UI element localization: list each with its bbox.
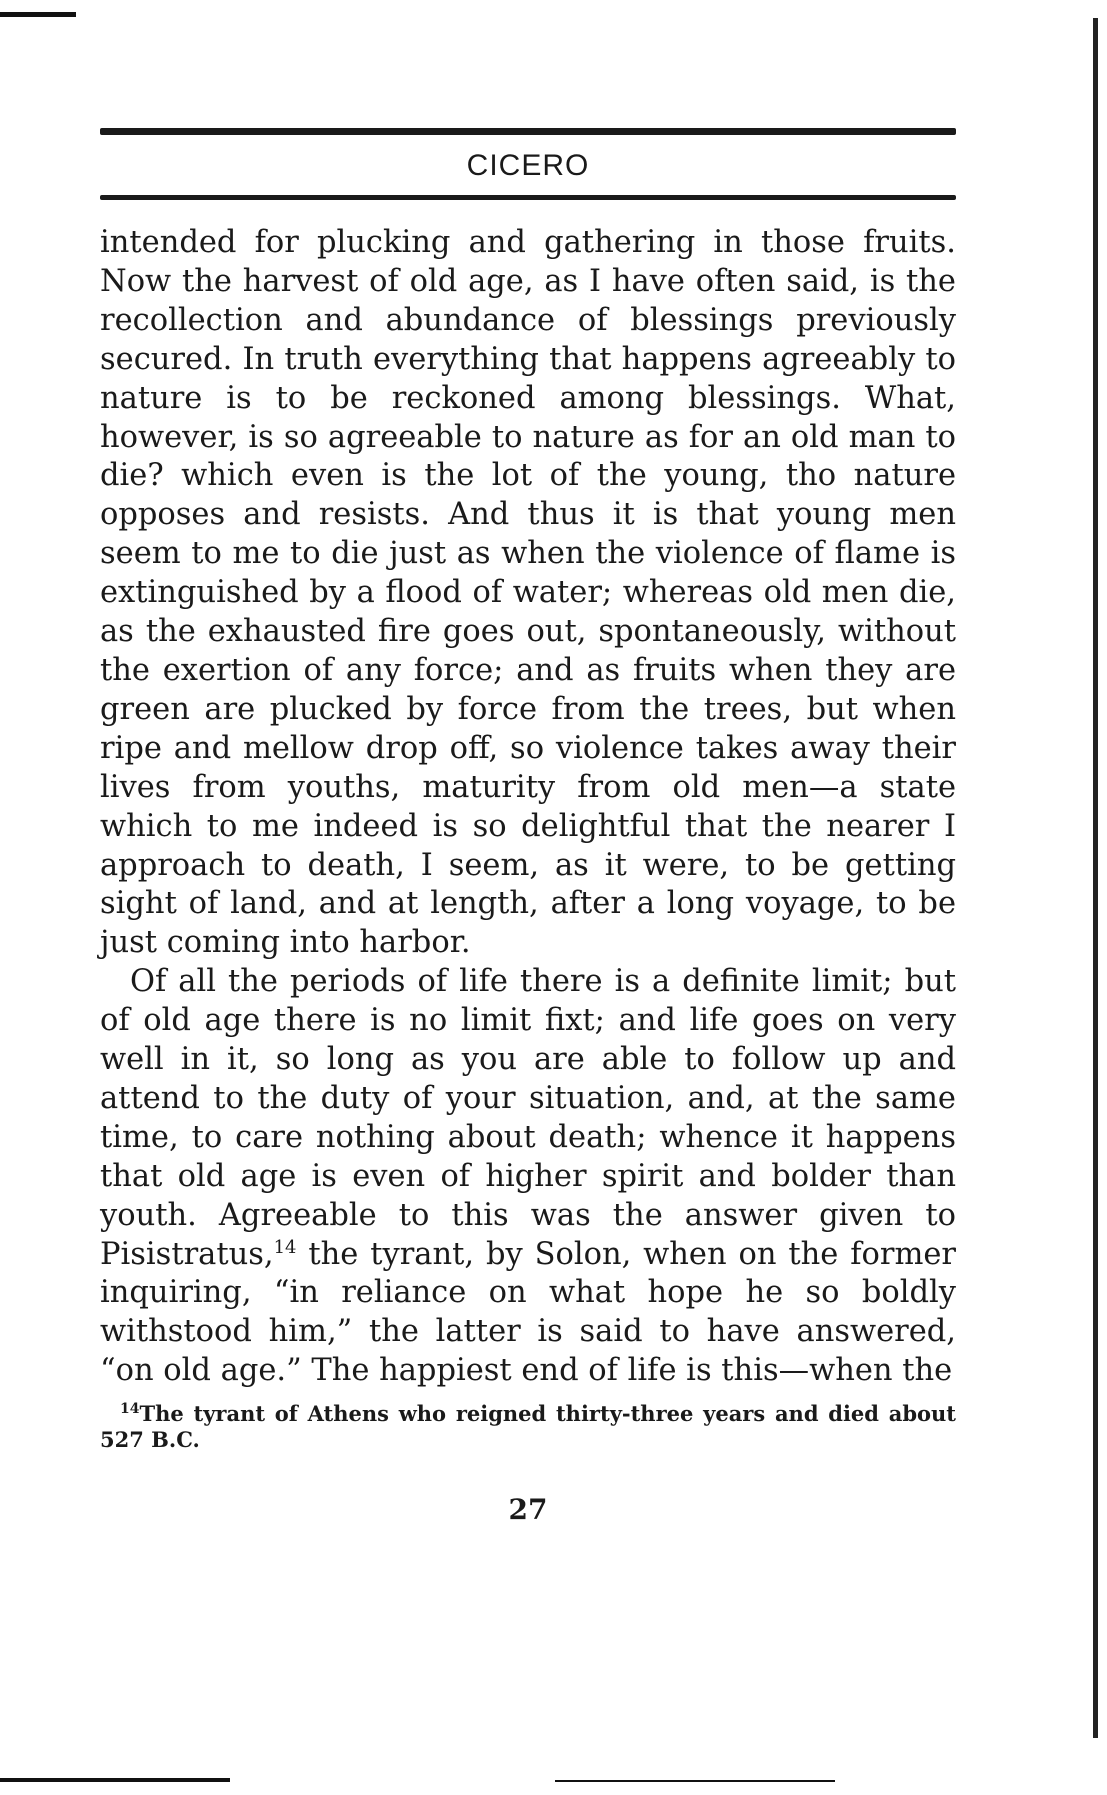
paragraph-2-text-b: the tyrant, by Solon, when on the former inquiring, “in reliance on what hope he so boldly withstood him,” the latter is said to have answered, “on old age.” The happiest end of life is this—when the xyxy=(100,1236,956,1389)
scan-edge-mark-top-left xyxy=(0,12,76,17)
header-rule-top xyxy=(100,128,956,135)
body-text xyxy=(100,224,956,1391)
scan-edge-mark-bottom-right xyxy=(555,1780,835,1782)
scan-edge-mark-right xyxy=(1093,18,1098,1738)
page-number: 27 xyxy=(508,1493,548,1527)
book-page xyxy=(100,128,956,1526)
scan-edge-mark-bottom-left xyxy=(0,1778,230,1782)
header-rule-bottom xyxy=(100,195,956,200)
footnote-marker: 14 xyxy=(120,1401,140,1418)
paragraph-1: intended for plucking and gathering in those fruits. Now the harvest of old age, as I have often said, is the recollection and abundance of blessings previously secured. In truth everything that happens agreeably to nature is to be reckoned among blessings. What, however, is so agreeable to nature as for an old man to die? which even is the lot of the young, tho nature opposes and resists. And thus it is that young men seem to me to die just as when the violence of flame is extinguished by a flood of water; whereas old men die, as the exhausted fire goes out, spontaneously, without the exertion of any force; and as fruits when they are green are plucked by force from the trees, but when ripe and mellow drop off, so violence takes away their lives from youths, maturity from old men—a state which to me indeed is so delightful that the nearer I approach to death, I seem, as it were, to be getting sight of land, and at length, after a long voyage, to be just coming into harbor. xyxy=(100,225,956,961)
footnote-reference: 14 xyxy=(273,1236,297,1258)
running-header: CICERO xyxy=(466,149,590,182)
footnote xyxy=(100,1401,956,1453)
footnote-text: The tyrant of Athens who reigned thirty-three years and died about 527 B.C. xyxy=(100,1401,956,1453)
paragraph-2-text-a: Of all the periods of life there is a definite limit; but of old age there is no limit fixt; and life goes on very well in it, so long as you are able to follow up and attend to the duty of your situation, and, at the same time, to care nothing about death; whence it happens that old age is even of higher spirit and bolder than youth. Agreeable to this was the answer given to Pisistratus, xyxy=(100,964,956,1272)
paragraph-2 xyxy=(100,963,956,1391)
